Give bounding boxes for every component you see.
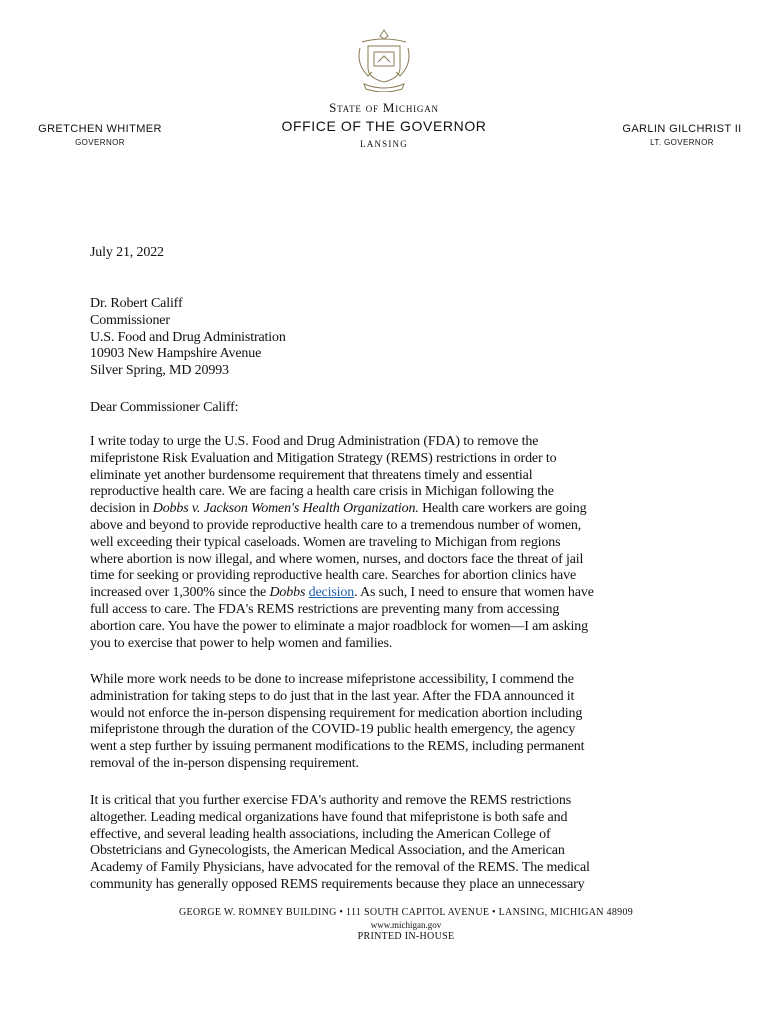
recipient-line: U.S. Food and Drug Administration xyxy=(90,329,286,345)
case-name-short: Dobbs xyxy=(269,585,306,601)
lt-governor-title: LT. GOVERNOR xyxy=(650,138,714,147)
text-line: Obstetricians and Gynecologists, the American Medical Association, and the American xyxy=(90,843,565,859)
paragraph-3 xyxy=(90,793,690,894)
text-line: effective, and several leading health associations, including the American College of xyxy=(90,826,551,842)
text-line: mifepristone through the duration of the COVID-19 public health emergency, the agency xyxy=(90,722,576,738)
footer-address: GEORGE W. ROMNEY BUILDING • 111 SOUTH CAPITOL AVENUE • LANSING, MICHIGAN 48909 xyxy=(178,907,634,918)
text-line: mifepristone Risk Evaluation and Mitigation Strategy (REMS) restrictions in order to xyxy=(90,450,557,466)
text-line: went a step further by issuing permanent modifications to the REMS, including permanent xyxy=(90,739,585,755)
text-line: abortion care. You have the power to eliminate a major roadblock for women—I am asking xyxy=(90,618,588,634)
text-segment: decision in xyxy=(90,501,153,517)
text-segment: Health care workers are going xyxy=(418,501,587,517)
text-line xyxy=(90,585,690,602)
state-seal-icon xyxy=(354,28,414,92)
lt-governor-block xyxy=(620,123,744,147)
text-line: would not enforce the in-person dispensing requirement for medication abortion including xyxy=(90,705,583,721)
text-line: well exceeding their typical caseloads. Women are traveling to Michigan from regions xyxy=(90,534,561,550)
text-line: While more work needs to be done to increase mifepristone accessibility, I commend the xyxy=(90,672,574,687)
governor-name: GRETCHEN WHITMER xyxy=(38,123,162,135)
city-label: LANSING xyxy=(360,139,408,149)
text-segment: increased over 1,300% since the xyxy=(90,585,270,601)
text-line: where abortion is now illegal, and where women, nurses, and doctors face the threat of jail xyxy=(90,551,584,567)
text-line: above and beyond to provide reproductive health care to a tremendous number of women, xyxy=(90,517,582,533)
text-line: It is critical that you further exercise FDA's authority and remove the REMS restrictions xyxy=(90,793,571,808)
governor-title: GOVERNOR xyxy=(75,138,125,147)
recipient-address xyxy=(90,296,690,380)
text-line: you to exercise that power to help women and families. xyxy=(90,635,393,651)
paragraph-2 xyxy=(90,672,690,773)
paragraph-1 xyxy=(90,434,690,652)
dobbs-decision-link[interactable]: decision xyxy=(308,585,355,601)
recipient-line: Silver Spring, MD 20993 xyxy=(90,363,229,379)
footer-printed-note: PRINTED IN-HOUSE xyxy=(357,931,455,942)
office-title: OFFICE OF THE GOVERNOR xyxy=(281,118,487,134)
state-title: State of Michigan xyxy=(329,100,439,115)
text-line: altogether. Leading medical organizations have found that mifepristone is both safe and xyxy=(90,809,568,825)
text-line: Academy of Family Physicians, have advocated for the removal of the REMS. The medical xyxy=(90,860,590,876)
text-line: full access to care. The FDA's REMS restrictions are preventing many from accessing xyxy=(90,601,560,617)
text-line: eliminate yet another burdensome requirement that threatens timely and essential xyxy=(90,467,533,483)
text-line: I write today to urge the U.S. Food and Drug Administration (FDA) to remove the xyxy=(90,434,539,449)
footer-website: www.michigan.gov xyxy=(370,920,442,930)
letter-date: July 21, 2022 xyxy=(90,245,164,260)
recipient-line: Dr. Robert Califf xyxy=(90,296,183,311)
recipient-line: 10903 New Hampshire Avenue xyxy=(90,346,262,362)
text-segment: . As such, I need to ensure that women have xyxy=(354,585,594,601)
salutation: Dear Commissioner Califf: xyxy=(90,400,239,415)
text-line: community has generally opposed REMS requirements because they place an unnecessary xyxy=(90,876,585,892)
case-name: Dobbs v. Jackson Women's Health Organization. xyxy=(152,501,419,517)
text-line: reproductive health care. We are facing a health care crisis in Michigan following the xyxy=(90,484,554,500)
governor-block xyxy=(38,123,162,147)
recipient-line: Commissioner xyxy=(90,312,170,328)
letter-footer xyxy=(0,907,768,942)
text-line: administration for taking steps to do just that in the last year. After the FDA announced it xyxy=(90,688,575,704)
lt-governor-name: GARLIN GILCHRIST II xyxy=(622,123,742,135)
text-line: removal of the in-person dispensing requirement. xyxy=(90,755,359,771)
text-line xyxy=(90,501,690,518)
text-line: time for seeking or providing reproductive health care. Searches for abortion clinics have xyxy=(90,568,577,584)
